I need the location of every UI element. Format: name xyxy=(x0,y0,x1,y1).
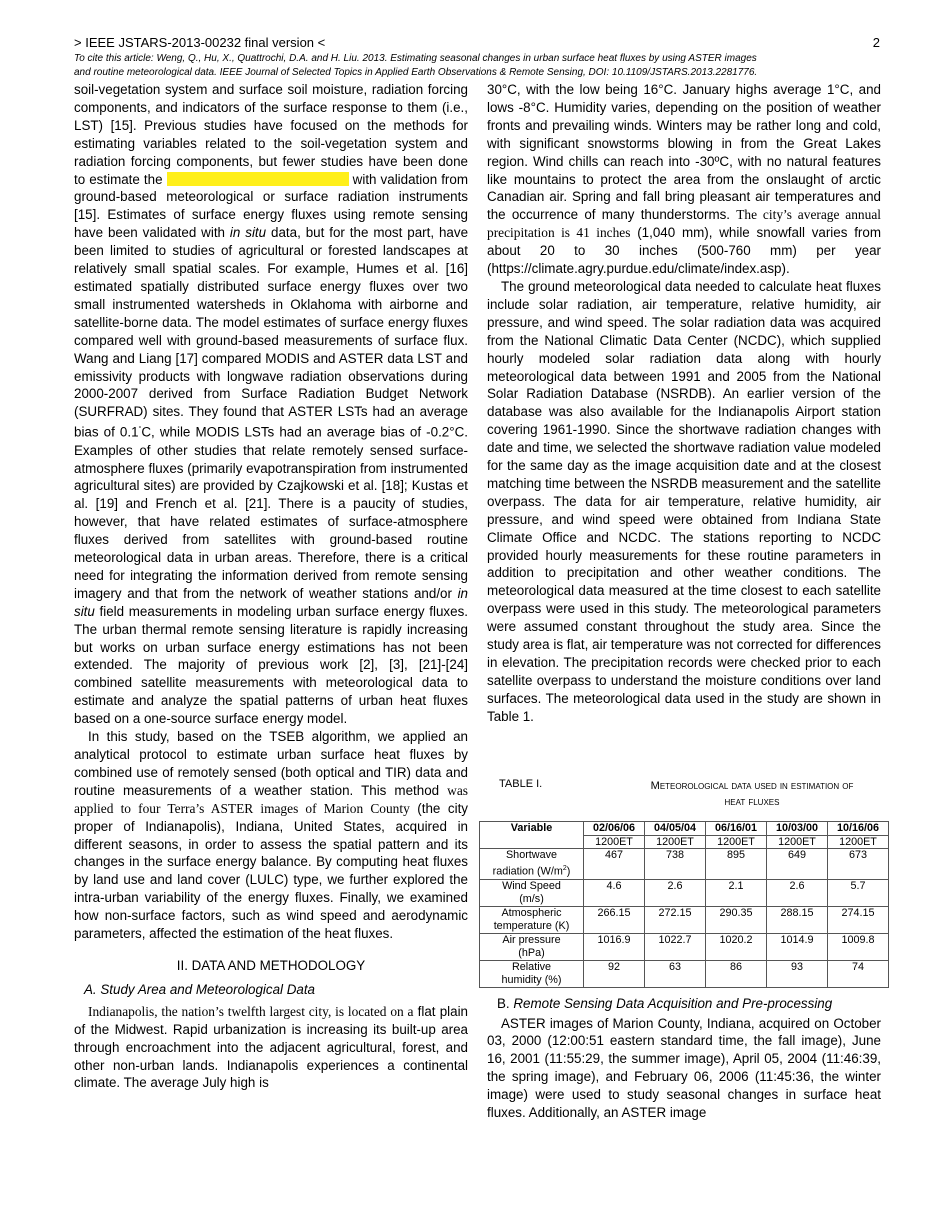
table-cell: 290.35 xyxy=(706,906,767,933)
table-cell: 1020.2 xyxy=(706,933,767,960)
table-cell: 4.6 xyxy=(584,879,645,906)
row-label: Atmospheric temperature (K) xyxy=(480,906,584,933)
table-cell: 673 xyxy=(828,849,889,880)
subsection-heading-b: B. Remote Sensing Data Acquisition and Pre-processing xyxy=(497,995,833,1011)
citation-note xyxy=(74,52,880,80)
left-paragraph-2: In this study, based on the TSEB algorithm, we applied an analytical protocol to estimate urban surface heat fluxes by combined use of remotely sensed (both optical and TIR) data and routine measurements of a weather station. This method was applied to four Terra’s ASTER images of Marion County (the city proper of Indianapolis), Indiana, United States, acquired in different seasons, in order to assess the spatial pattern and its changes in the surface energy balance. By computing heat fluxes by land use and land cover (LULC) type, we further explored the intra-urban variability of the energy fluxes. Finally, we examined how non-surface factors, such as wind speed and aerodynamic parameters, affected the estimation of the heat fluxes. xyxy=(74,729,468,942)
citation-line-2: and routine meteorological data. IEEE Journal of Selected Topics in Applied Earth Observations & Remote Sensing, DOI: 10.1109/JSTARS.2013.2281776. xyxy=(74,67,758,78)
table-cell: 1009.8 xyxy=(828,933,889,960)
table-cell: 2.6 xyxy=(645,879,706,906)
table-cell: 649 xyxy=(767,849,828,880)
section-heading: II. DATA AND METHODOLOGY xyxy=(176,957,366,973)
left-paragraph-1: soil-vegetation system and surface soil moisture, radiation forcing components, and indicators of the surface response to them (i.e., LST) [15]. Previous studies have focused on the methods for estimating variables related to the soil-vegetation system and radiation forcing components, but fewer studies have been done to estimate the with validation from ground-based meteorological or surface radiation instruments [15]. Estimates of surface energy fluxes using remote sensing have been validated with in situ data, but for the most part, have been limited to studies of agricultural or forested landscapes at relatively small spatial scales. For example, Humes et al. [16] estimated spatially distributed surface energy fluxes over two small instrumented watersheds in Oklahoma with airborne and satellite-borne data. The model estimates of surface energy fluxes compared well with ground-based measurements of surface flux. Wang and Liang [17] compared MODIS and ASTER data LST and emissivity products with longwave radiation observations during 2000-2007 derived from Surface Radiation Budget Network (SURFRAD) sites. They found that ASTER LSTs had an average bias of 0.1°C, while MODIS LSTs had an average bias of -0.2°C. Examples of other studies that relate remotely sensed surface-atmosphere fluxes (primarily evapotranspiration from instrumented agricultural sites) are provided by Czajkowski et al. [18]; Kustas et al. [19] and French et al. [21]. There is a paucity of studies, however, that have related estimates of surface-atmosphere fluxes derived from satellites with ground-based routine meteorological data in urban areas. Therefore, there is a critical need for integrating the information derived from remote sensing imagery and that from the network of weather stations and/or in situ field measurements in modeling urban surface energy fluxes. The urban thermal remote sensing literature is rapidly increasing but works on urban surface energy estimations has not been extended. The majority of previous work [2], [3], [21]-[24] combined satellite measurements with meteorological data to estimate and analyze the spatial patterns of urban heat fluxes based on a one-source surface energy model. xyxy=(74,82,469,727)
table-row xyxy=(480,960,889,987)
table-row xyxy=(480,879,889,906)
table-cell: 63 xyxy=(645,960,706,987)
table-cell: 738 xyxy=(645,849,706,880)
table-cell: 288.15 xyxy=(767,906,828,933)
left-paragraph-3: Indianapolis, the nation’s twelfth largest city, is located on a flat plain of the Midwest. Rapid urbanization is increasing its built-up area through encroachment into the adjacent agricultural, forest, and other non-urban lands. Indianapolis experiences a continental climate. The average July high is xyxy=(74,1003,468,1091)
right-paragraph-1: 30°C, with the low being 16°C. January highs average 1°C, and lows -8°C. Humidity varies, depending on the position of weather fronts and prevailing winds. Winters may be rather long and cold, with significant snowstorms blowing in from the Great Lakes region. Wind chills can reach into -30ºC, with no natural features like mountains to protect the area from the onslaught of arctic Canadian air. Spring and fall bring pleasant air temperatures and the occurrence of many thunderstorms. The city’s average annual precipitation is 41 inches (1,040 mm), while snowfall varies from about 20 to 30 inches (500-760 mm) per year (https://climate.agry.purdue.edu/climate/index.asp). xyxy=(487,82,881,277)
table-header-date: 04/05/04 xyxy=(645,822,706,836)
table-cell: 467 xyxy=(584,849,645,880)
table-cell: 1022.7 xyxy=(645,933,706,960)
row-label: Relative humidity (%) xyxy=(480,960,584,987)
table-label: TABLE I. xyxy=(499,778,543,790)
table-row xyxy=(480,933,889,960)
row-label: Air pressure (hPa) xyxy=(480,933,584,960)
table-cell: 74 xyxy=(828,960,889,987)
journal-header: > IEEE JSTARS-2013-00232 final version < xyxy=(74,35,326,50)
row-label: Shortwave radiation $(W/m^2)$ xyxy=(480,849,584,880)
table-cell: 272.15 xyxy=(645,906,706,933)
table-time-cell: 1200ET xyxy=(706,835,767,849)
table-cell: 1014.9 xyxy=(767,933,828,960)
table-row xyxy=(480,906,889,933)
table-time-cell: 1200ET xyxy=(767,835,828,849)
table-time-cell: 1200ET xyxy=(645,835,706,849)
table-cell: 274.15 xyxy=(828,906,889,933)
table-header-row xyxy=(480,822,889,836)
table-header-variable: Variable xyxy=(480,822,584,849)
subsection-heading-a: A. Study Area and Meteorological Data xyxy=(84,981,315,997)
table-cell: 93 xyxy=(767,960,828,987)
table-caption-text: Meteorological data used in estimation of heat fluxes xyxy=(650,780,854,808)
right-paragraph-3: ASTER images of Marion County, Indiana, acquired on October 03, 2000 (12:00:51 eastern standard time, the fall image), June 16, 2001 (11:55:29, the summer image), April 05, 2004 (11:46:39, the spring image), and February 06, 2006 (11:45:36, the winter image) were used to study seasonal changes in surface heat fluxes. Additionally, an ASTER image xyxy=(487,1015,881,1121)
table-header-date: 02/06/06 xyxy=(584,822,645,836)
page-number: 2 xyxy=(872,35,880,50)
table-cell: 92 xyxy=(584,960,645,987)
table-cell: 895 xyxy=(706,849,767,880)
table-time-cell: 1200ET xyxy=(828,835,889,849)
table-cell: 5.7 xyxy=(828,879,889,906)
table-time-cell: 1200ET xyxy=(584,835,645,849)
citation-line-1: To cite this article: Weng, Q., Hu, X., Quattrochi, D.A. and H. Liu. 2013. Estimating seasonal changes in urban surface heat fluxes by using ASTER images xyxy=(74,53,757,64)
table-cell: 266.15 xyxy=(584,906,645,933)
table-header-date: 06/16/01 xyxy=(706,822,767,836)
table-cell: 86 xyxy=(706,960,767,987)
row-label: Wind Speed (m/s) xyxy=(480,879,584,906)
table-cell: 1016.9 xyxy=(584,933,645,960)
table-cell: 2.1 xyxy=(706,879,767,906)
table-cell: 2.6 xyxy=(767,879,828,906)
table-header-date: 10/16/06 xyxy=(828,822,889,836)
highlight-mark xyxy=(167,172,349,186)
running-header xyxy=(74,35,880,50)
table-row xyxy=(480,849,889,880)
meteorological-data-table xyxy=(479,821,889,988)
left-column xyxy=(74,81,468,1092)
right-paragraph-2: The ground meteorological data needed to calculate heat fluxes include solar radiation, air temperature, relative humidity, air pressure, and wind speed. The solar radiation data was acquired from the National Climatic Data Center (NCDC), which supplied hourly modeled solar radiation data along with hourly meteorological data between 1991 and 2005 from the National Solar Radiation Database (NSRDB). An earlier version of the database was also available for the Indianapolis Airport station covering 1961-1990. Since the shortwave radiation changes with date and time, we selected the shortwave radiation value modeled for the same day as the image acquisition date and at the closest matching time between the NSRDB measurement and the satellite overpass. The data for air temperature, relative humidity, air pressure, and wind speed were obtained from Indiana State Climate Office and NCDC. The stations reporting to NCDC provided hourly measurements for these routine parameters in addition to precipitation and other weather conditions. The meteorological data measured at the time closest to each satellite overpass were used in this study. The meteorological parameters were assumed constant throughout the study area. Since the study area is flat, air temperature was not corrected for differences in elevation. The precipitation records were checked prior to each satellite overpass to understand the moisture conditions over land surfaces. The meteorological data used in the study are shown in Table 1. xyxy=(487,278,881,724)
table-header-date: 10/03/00 xyxy=(767,822,828,836)
